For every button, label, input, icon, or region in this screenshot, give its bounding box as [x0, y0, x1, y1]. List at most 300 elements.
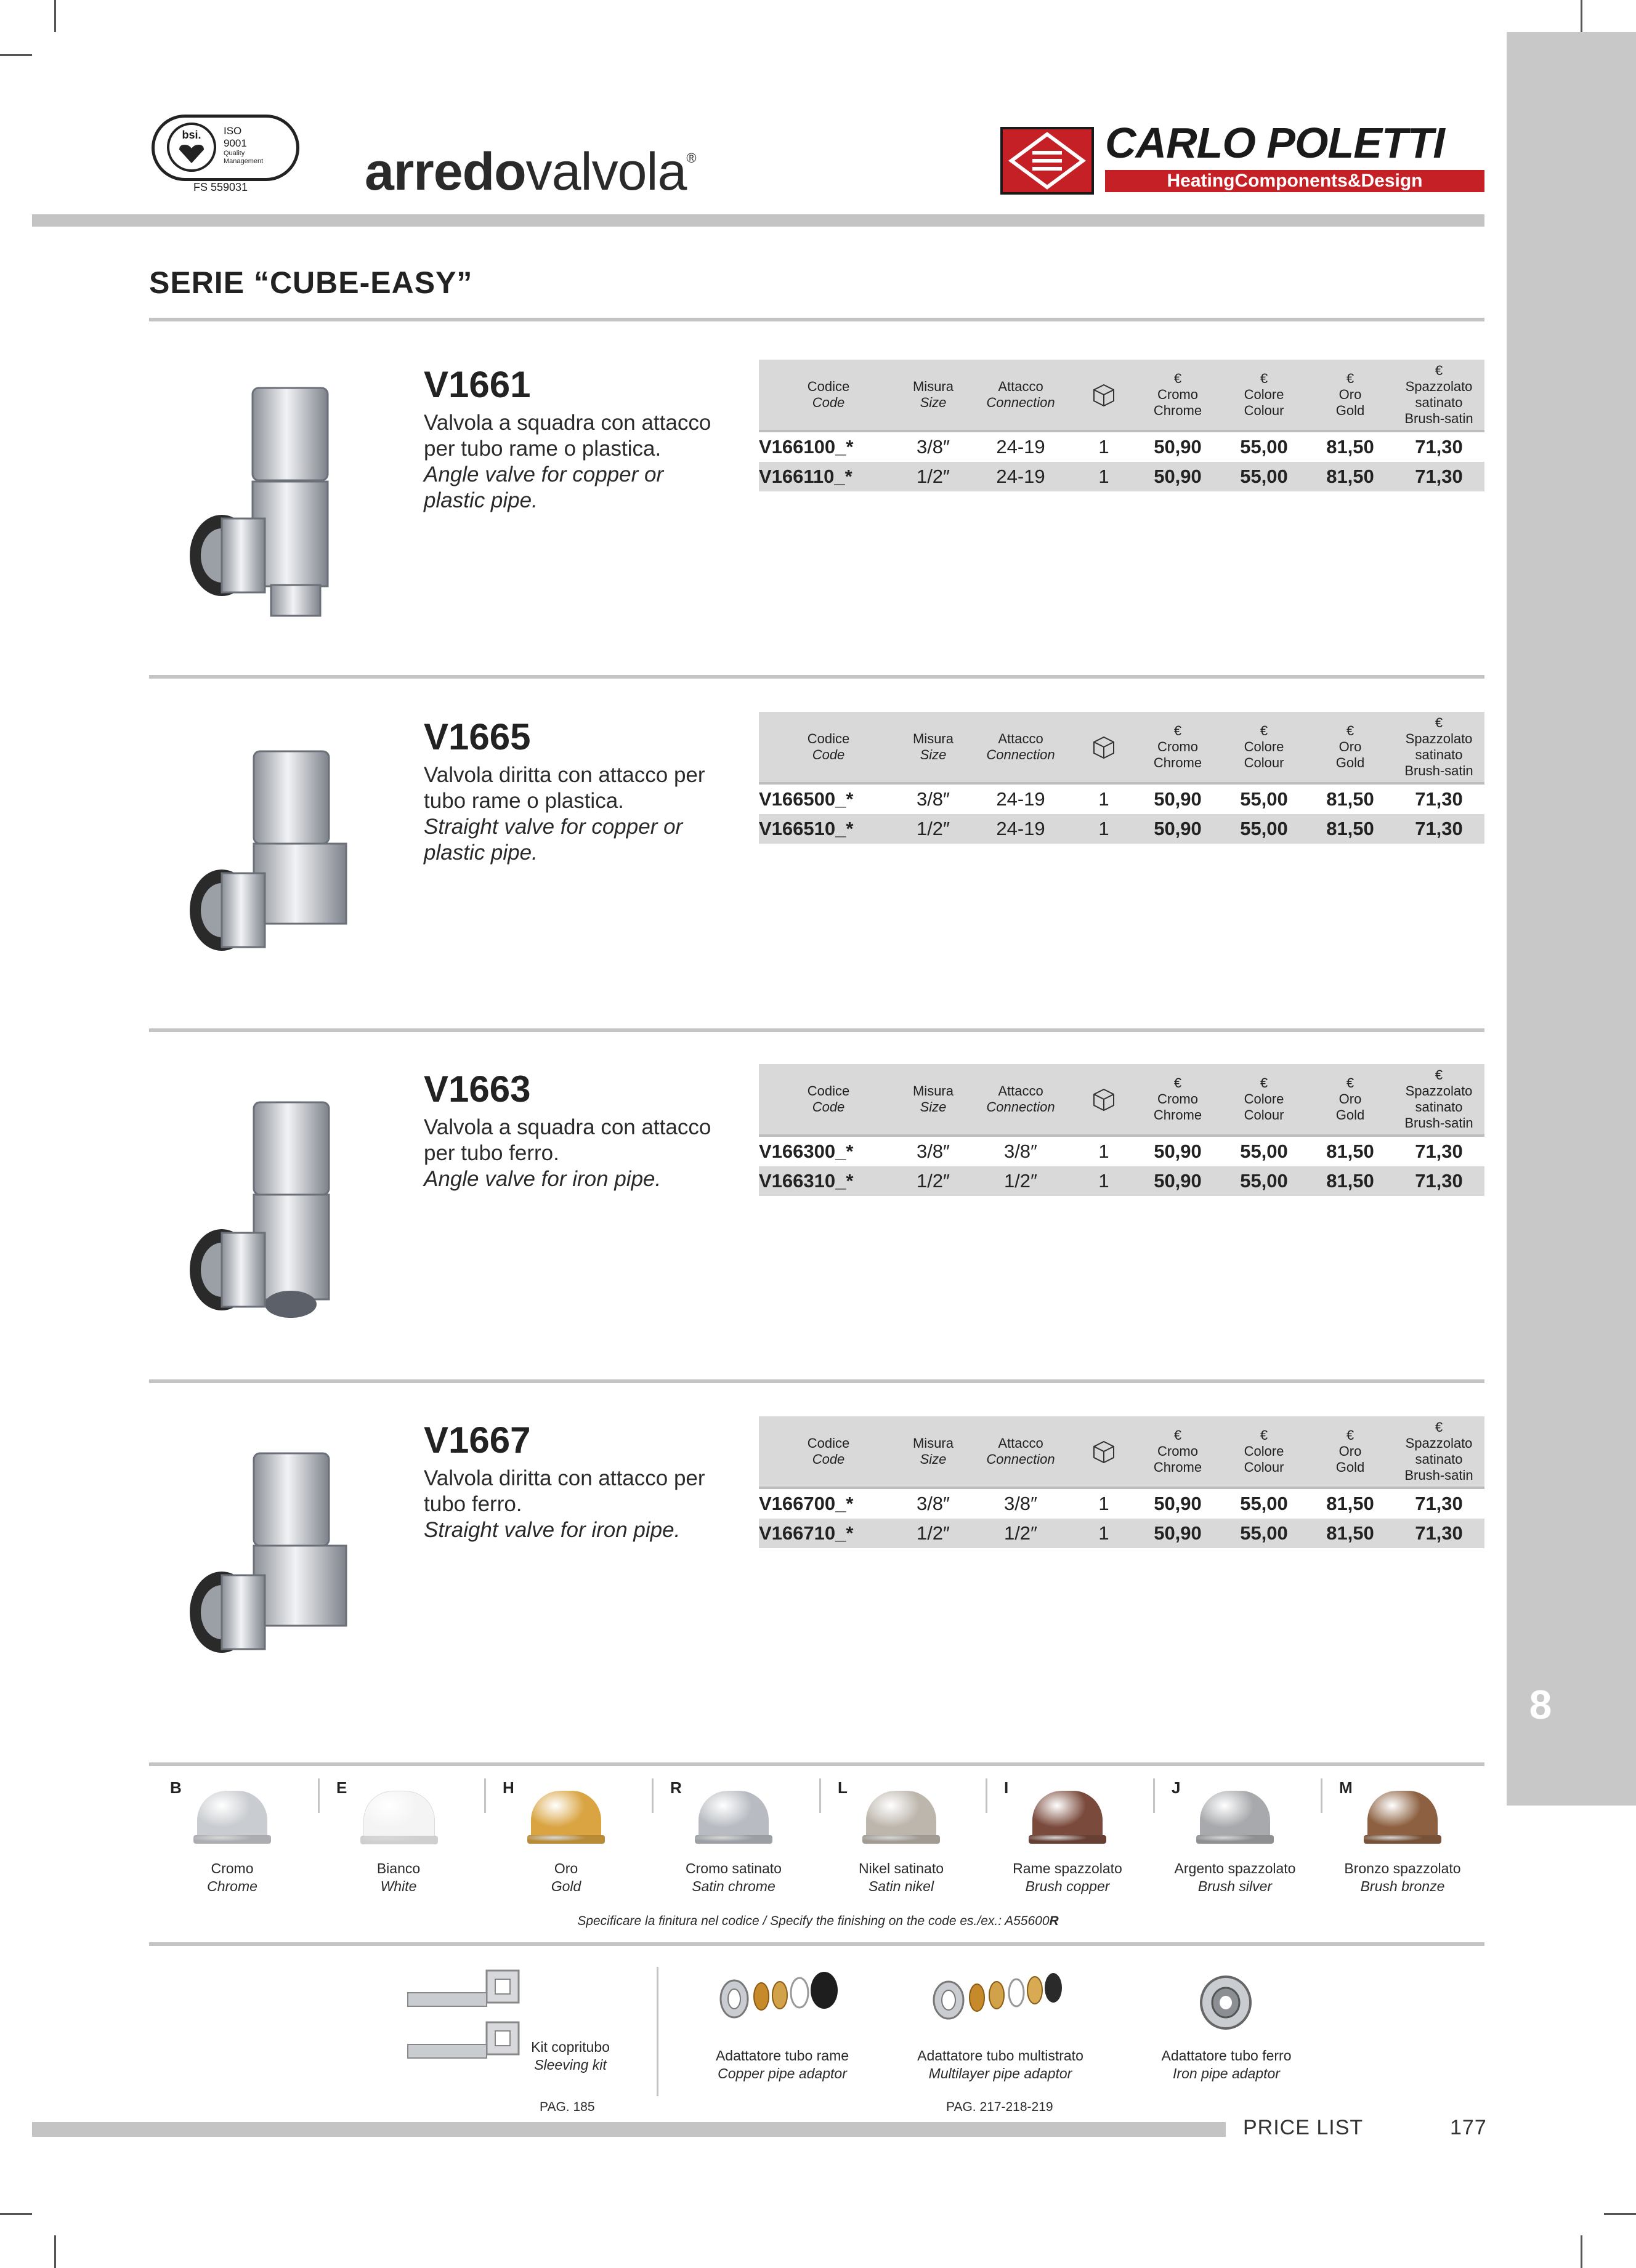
accessory-divider [657, 1967, 658, 2096]
item-package-qty: 1 [1098, 1140, 1109, 1162]
header-label: Brush-satin [1404, 411, 1473, 426]
finish-label [495, 1860, 637, 1895]
price-gold: 81,50 [1326, 466, 1374, 487]
price-brush-satin: 71,30 [1415, 1493, 1463, 1514]
finish-name-en: Brush silver [1197, 1878, 1273, 1894]
header-label: Misura [912, 379, 954, 394]
col-connection [968, 1064, 1073, 1134]
finish-swatch-argento-spazzolato [1200, 1791, 1270, 1840]
header-label: Code [812, 1451, 845, 1467]
item-code: V166710_* [759, 1522, 854, 1544]
header-label: Size [920, 1099, 947, 1115]
footer-label: PRICE LIST [1243, 2116, 1364, 2139]
item-code: V166500_* [759, 788, 854, 810]
finish-name-en: Brush copper [1025, 1878, 1110, 1894]
table-row [759, 462, 1484, 491]
finish-letter: L [838, 1778, 848, 1797]
header-label: Colore [1244, 387, 1284, 402]
price-brush-satin: 71,30 [1415, 1170, 1463, 1192]
col-code [759, 360, 898, 430]
accessory-name-en: Sleeving kit [534, 2057, 607, 2073]
header-label: Colour [1244, 755, 1284, 770]
company-name: CARLO POLETTI [1105, 119, 1444, 167]
finish-swatch-oro [531, 1791, 601, 1840]
col-brush-satin [1393, 1064, 1484, 1134]
col-chrome [1135, 1064, 1221, 1134]
header-label: satinato [1415, 1099, 1463, 1115]
multilayer-adaptor-image [930, 1968, 1069, 2024]
header-label: Gold [1335, 755, 1365, 770]
item-size: 1/2″ [916, 466, 950, 487]
header-label: Code [812, 747, 845, 762]
finish-label [1164, 1860, 1306, 1895]
product-code: V1667 [424, 1419, 531, 1461]
crop-mark [54, 0, 56, 32]
item-package-qty: 1 [1098, 436, 1109, 458]
product-rule [149, 1379, 1484, 1383]
finish-letter: H [503, 1778, 514, 1797]
item-connection: 24-19 [996, 818, 1045, 839]
item-size: 1/2″ [916, 1522, 950, 1544]
header-label: Spazzolato [1405, 1083, 1473, 1099]
price-brush-satin: 71,30 [1415, 436, 1463, 458]
iso-text [224, 125, 263, 166]
item-size: 1/2″ [916, 1170, 950, 1192]
header-label: Cromo [1157, 739, 1198, 754]
table-row [759, 430, 1484, 462]
description-italian: Valvola diritta con attacco per tubo ferro. [424, 1466, 705, 1516]
header-label: Cromo [1157, 387, 1198, 402]
iron-adaptor-image [1195, 1971, 1257, 2032]
price-colour: 55,00 [1240, 466, 1288, 487]
section-rule [149, 318, 1484, 321]
col-package [1073, 1064, 1135, 1134]
finish-letter: J [1172, 1778, 1181, 1797]
header-label: Gold [1335, 1459, 1365, 1475]
arredovalvola-logo [365, 142, 696, 203]
description-italian: Valvola diritta con attacco per tubo rame o plastica. [424, 763, 705, 813]
section-title: SERIE “CUBE-EASY” [149, 265, 473, 300]
item-size: 3/8″ [916, 436, 950, 458]
euro-symbol: € [1346, 1075, 1355, 1091]
col-size [898, 360, 968, 430]
finish-label [663, 1860, 804, 1895]
item-package-qty: 1 [1098, 1493, 1109, 1514]
header-label: Chrome [1153, 1107, 1202, 1123]
description-english: Straight valve for copper or plastic pipe. [424, 815, 683, 865]
col-brush-satin [1393, 712, 1484, 782]
table-header [759, 1064, 1484, 1134]
item-code: V166110_* [759, 466, 852, 487]
company-tagline: HeatingComponents&Design [1105, 170, 1484, 192]
header-label: Misura [912, 731, 954, 746]
item-package-qty: 1 [1098, 1170, 1109, 1192]
price-table [759, 360, 1484, 491]
page-reference: PAG. 217-218-219 [946, 2100, 1053, 2114]
finish-name-it: Cromo satinato [686, 1860, 782, 1876]
price-chrome: 50,90 [1154, 1493, 1202, 1514]
col-colour [1221, 1416, 1307, 1487]
finish-name-en: White [380, 1878, 417, 1894]
finish-swatch-bianco [363, 1791, 435, 1841]
header-label: Size [920, 1451, 947, 1467]
accessory-label [908, 2047, 1093, 2083]
header-label: Attacco [998, 379, 1043, 394]
finish-name-it: Oro [554, 1860, 578, 1876]
header-label: Misura [912, 1083, 954, 1099]
euro-symbol: € [1260, 371, 1268, 386]
finish-divider [484, 1778, 486, 1813]
header-label: Oro [1338, 1091, 1362, 1107]
crop-mark [54, 2235, 56, 2268]
table-row [759, 1166, 1484, 1196]
straight-valve-image [185, 745, 394, 967]
header-label: Attacco [998, 731, 1043, 746]
col-gold [1307, 1064, 1393, 1134]
euro-symbol: € [1173, 371, 1182, 386]
col-brush-satin [1393, 1416, 1484, 1487]
product-code: V1665 [424, 716, 531, 757]
price-colour: 55,00 [1240, 1140, 1288, 1162]
table-row [759, 1134, 1484, 1166]
header-label: Oro [1338, 387, 1362, 402]
header-label: Codice [807, 1435, 850, 1451]
price-gold: 81,50 [1326, 818, 1374, 839]
header-label: satinato [1415, 747, 1463, 762]
col-connection [968, 712, 1073, 782]
col-colour [1221, 360, 1307, 430]
accessory-name-en: Iron pipe adaptor [1173, 2065, 1280, 2081]
finish-name-it: Bronzo spazzolato [1344, 1860, 1461, 1876]
header-label: Spazzolato [1405, 379, 1473, 394]
carlo-poletti-emblem-icon [1000, 127, 1094, 195]
price-chrome: 50,90 [1154, 788, 1202, 810]
item-package-qty: 1 [1098, 1522, 1109, 1544]
price-gold: 81,50 [1326, 1493, 1374, 1514]
item-connection: 3/8″ [1003, 1493, 1038, 1514]
item-code: V166700_* [759, 1493, 854, 1514]
price-brush-satin: 71,30 [1415, 818, 1463, 839]
table-row [759, 1519, 1484, 1548]
finish-letter: M [1339, 1778, 1353, 1797]
header-label: satinato [1415, 395, 1463, 410]
finish-label [1332, 1860, 1473, 1895]
col-code [759, 712, 898, 782]
euro-symbol: € [1260, 1075, 1268, 1091]
copper-adaptor-image [718, 1968, 848, 2024]
header-label: Spazzolato [1405, 1435, 1473, 1451]
finish-swatch-nikel-satinato [866, 1791, 936, 1840]
price-chrome: 50,90 [1154, 1140, 1202, 1162]
chapter-number: 8 [1529, 1682, 1552, 1727]
finish-swatch-rame-spazzolato [1032, 1791, 1103, 1840]
finish-specification-note [0, 1914, 1636, 1929]
product-rule [149, 675, 1484, 679]
price-brush-satin: 71,30 [1415, 466, 1463, 487]
price-colour: 55,00 [1240, 1522, 1288, 1544]
header-label: Oro [1338, 1443, 1362, 1459]
finish-divider [1153, 1778, 1155, 1813]
col-code [759, 1416, 898, 1487]
header-label: Spazzolato [1405, 731, 1473, 746]
header-label: Cromo [1157, 1091, 1198, 1107]
item-package-qty: 1 [1098, 466, 1109, 487]
finish-name-en: Chrome [207, 1878, 257, 1894]
accessory-name-it: Adattatore tubo ferro [1161, 2048, 1292, 2064]
iso-line: 9001 [224, 137, 247, 149]
col-package [1073, 360, 1135, 430]
header-label: Colour [1244, 1459, 1284, 1475]
col-size [898, 712, 968, 782]
note-suffix: R [1049, 1914, 1059, 1928]
col-gold [1307, 360, 1393, 430]
item-code: V166310_* [759, 1170, 854, 1192]
col-gold [1307, 1416, 1393, 1487]
finish-divider [318, 1778, 320, 1813]
header-label: Colore [1244, 1443, 1284, 1459]
bsi-text: bsi. [182, 129, 201, 141]
euro-symbol: € [1346, 1427, 1355, 1443]
item-connection: 1/2″ [1003, 1170, 1038, 1192]
product-code: V1663 [424, 1068, 531, 1110]
header-label: Connection [986, 1451, 1055, 1467]
accessory-name-en: Copper pipe adaptor [718, 2065, 847, 2081]
product-code: V1661 [424, 364, 531, 405]
header-label: Code [812, 395, 845, 410]
table-row [759, 1487, 1484, 1519]
euro-symbol: € [1173, 1075, 1182, 1091]
accessory-name-it: Adattatore tubo multistrato [917, 2048, 1083, 2064]
price-gold: 81,50 [1326, 436, 1374, 458]
price-colour: 55,00 [1240, 1493, 1288, 1514]
package-box-icon [1091, 382, 1116, 407]
table-header [759, 360, 1484, 430]
price-chrome: 50,90 [1154, 1522, 1202, 1544]
finish-name-it: Cromo [211, 1860, 254, 1876]
product-description [424, 410, 713, 514]
finish-divider [819, 1778, 821, 1813]
accessory-label [702, 2047, 862, 2083]
col-connection [968, 1416, 1073, 1487]
header-label: Chrome [1153, 755, 1202, 770]
finish-divider [986, 1778, 987, 1813]
col-colour [1221, 1064, 1307, 1134]
finish-name-it: Rame spazzolato [1013, 1860, 1122, 1876]
iso-line: ISO [224, 125, 242, 137]
accessory-label [503, 2038, 638, 2074]
price-table [759, 1064, 1484, 1196]
angle-valve-image [185, 1096, 394, 1330]
header-label: Codice [807, 379, 850, 394]
header-label: Size [920, 747, 947, 762]
header-label: Gold [1335, 403, 1365, 418]
finishes-rule [149, 1762, 1484, 1766]
description-italian: Valvola a squadra con attacco per tubo ferro. [424, 1115, 711, 1165]
finish-label [997, 1860, 1138, 1895]
header-label: Codice [807, 1083, 850, 1099]
iso-line: Quality [224, 150, 245, 157]
product-description [424, 762, 713, 866]
description-english: Straight valve for iron pipe. [424, 1518, 681, 1542]
price-brush-satin: 71,30 [1415, 1522, 1463, 1544]
euro-symbol: € [1435, 715, 1443, 730]
emblem-graphic [1003, 129, 1091, 192]
col-size [898, 1416, 968, 1487]
item-code: V166100_* [759, 436, 854, 458]
item-size: 1/2″ [916, 818, 950, 839]
finish-swatch-cromo-satinato [699, 1791, 769, 1840]
item-connection: 24-19 [996, 466, 1045, 487]
header-label: Chrome [1153, 1459, 1202, 1475]
item-size: 3/8″ [916, 788, 950, 810]
crop-mark [0, 2213, 32, 2215]
brand-registered-mark: ® [686, 150, 696, 166]
straight-valve-image [185, 1447, 394, 1669]
item-connection: 1/2″ [1003, 1522, 1038, 1544]
kitemark-icon [178, 143, 205, 164]
col-chrome [1135, 1416, 1221, 1487]
crop-mark [1581, 0, 1582, 32]
header-label: satinato [1415, 1451, 1463, 1467]
description-english: Angle valve for copper or plastic pipe. [424, 462, 664, 512]
price-colour: 55,00 [1240, 1170, 1288, 1192]
header-label: Misura [912, 1435, 954, 1451]
price-table [759, 712, 1484, 844]
finish-name-it: Argento spazzolato [1174, 1860, 1296, 1876]
header-label: Attacco [998, 1435, 1043, 1451]
col-brush-satin [1393, 360, 1484, 430]
finish-label [328, 1860, 469, 1895]
price-gold: 81,50 [1326, 1140, 1374, 1162]
header-label: Colore [1244, 1091, 1284, 1107]
header-label: Brush-satin [1404, 1467, 1473, 1483]
col-chrome [1135, 360, 1221, 430]
chapter-side-tab [1507, 32, 1636, 1806]
finish-letter: B [170, 1778, 182, 1797]
product-description [424, 1466, 713, 1543]
header-label: Colour [1244, 1107, 1284, 1123]
fs-certificate-code: FS 559031 [193, 181, 248, 193]
finish-divider [652, 1778, 654, 1813]
page-number: 177 [1450, 2116, 1487, 2139]
accessories-rule [149, 1942, 1484, 1946]
euro-symbol: € [1260, 1427, 1268, 1443]
header-label: Colour [1244, 403, 1284, 418]
accessory-name-it: Adattatore tubo rame [715, 2048, 849, 2064]
header-label: Brush-satin [1404, 763, 1473, 778]
item-code: V166510_* [759, 818, 854, 839]
crop-mark [0, 54, 32, 56]
header-label: Attacco [998, 1083, 1043, 1099]
price-chrome: 50,90 [1154, 1170, 1202, 1192]
table-header [759, 712, 1484, 782]
col-package [1073, 712, 1135, 782]
col-chrome [1135, 712, 1221, 782]
euro-symbol: € [1435, 363, 1443, 378]
price-chrome: 50,90 [1154, 436, 1202, 458]
footer-bar [32, 2122, 1226, 2137]
crop-mark [1604, 2213, 1636, 2215]
finish-label [161, 1860, 303, 1895]
euro-symbol: € [1346, 371, 1355, 386]
accessory-name-it: Kit copritubo [531, 2039, 610, 2055]
euro-symbol: € [1173, 723, 1182, 738]
price-chrome: 50,90 [1154, 466, 1202, 487]
euro-symbol: € [1173, 1427, 1182, 1443]
finish-name-en: Satin chrome [692, 1878, 775, 1894]
note-text: Specificare la finitura nel codice / Specify the finishing on the code es./ex.: A55600 [577, 1914, 1050, 1928]
item-code: V166300_* [759, 1140, 854, 1162]
description-italian: Valvola a squadra con attacco per tubo rame o plastica. [424, 411, 711, 461]
header-label: Gold [1335, 1107, 1365, 1123]
finish-letter: E [336, 1778, 347, 1797]
header-label: Connection [986, 747, 1055, 762]
accessory-name-en: Multilayer pipe adaptor [928, 2065, 1072, 2081]
col-connection [968, 360, 1073, 430]
package-box-icon [1091, 1087, 1116, 1112]
col-colour [1221, 712, 1307, 782]
header-label: Connection [986, 395, 1055, 410]
finish-swatch-bronzo-spazzolato [1367, 1791, 1438, 1840]
euro-symbol: € [1260, 723, 1268, 738]
product-rule [149, 1028, 1484, 1032]
table-row [759, 814, 1484, 844]
package-box-icon [1091, 735, 1116, 759]
header-divider [32, 214, 1484, 227]
price-gold: 81,50 [1326, 788, 1374, 810]
price-brush-satin: 71,30 [1415, 788, 1463, 810]
col-size [898, 1064, 968, 1134]
package-box-icon [1091, 1439, 1116, 1464]
item-connection: 3/8″ [1003, 1140, 1038, 1162]
price-gold: 81,50 [1326, 1170, 1374, 1192]
item-package-qty: 1 [1098, 788, 1109, 810]
item-connection: 24-19 [996, 788, 1045, 810]
page-reference: PAG. 185 [540, 2100, 595, 2114]
finish-letter: R [670, 1778, 682, 1797]
euro-symbol: € [1435, 1067, 1443, 1083]
finish-label [830, 1860, 972, 1895]
item-size: 3/8″ [916, 1493, 950, 1514]
price-brush-satin: 71,30 [1415, 1140, 1463, 1162]
header-label: Colore [1244, 739, 1284, 754]
finish-swatch-cromo [197, 1791, 267, 1840]
col-gold [1307, 712, 1393, 782]
col-package [1073, 1416, 1135, 1487]
header-label: Cromo [1157, 1443, 1198, 1459]
brand-light: valvola [525, 142, 687, 201]
bsi-crest-icon [167, 123, 216, 172]
euro-symbol: € [1435, 1419, 1443, 1435]
price-gold: 81,50 [1326, 1522, 1374, 1544]
header-label: Chrome [1153, 403, 1202, 418]
header-label: Brush-satin [1404, 1115, 1473, 1131]
description-english: Angle valve for iron pipe. [424, 1167, 662, 1191]
finish-name-it: Nikel satinato [858, 1860, 944, 1876]
angle-valve-image [185, 376, 394, 628]
header-label: Codice [807, 731, 850, 746]
table-row [759, 782, 1484, 814]
finish-name-en: Brush bronze [1360, 1878, 1445, 1894]
price-colour: 55,00 [1240, 818, 1288, 839]
header-label: Connection [986, 1099, 1055, 1115]
header-label: Size [920, 395, 947, 410]
header-label: Code [812, 1099, 845, 1115]
item-connection: 24-19 [996, 436, 1045, 458]
iso-line: Management [224, 158, 264, 165]
brand-bold: arredo [365, 142, 526, 201]
crop-mark [1581, 2235, 1582, 2268]
